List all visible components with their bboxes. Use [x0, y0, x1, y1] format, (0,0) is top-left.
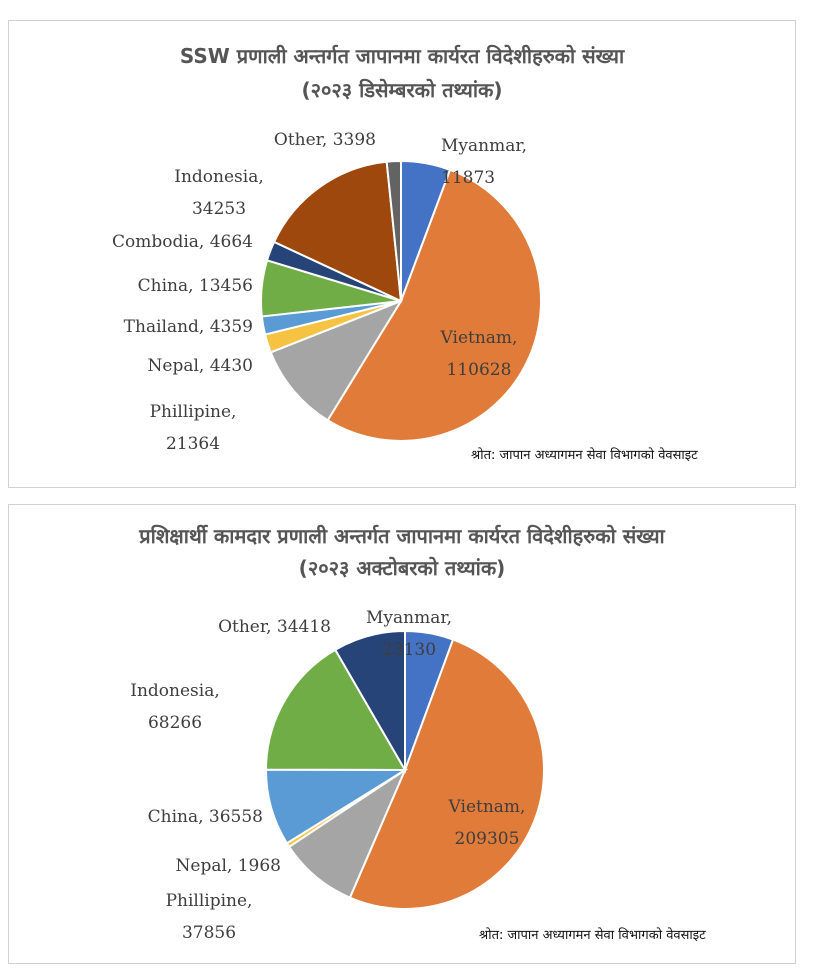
chart-panel-ssw — [8, 20, 796, 488]
data-label-myanmar: Myanmar, 11873 — [441, 136, 528, 188]
data-label-other: Other, 3398 — [273, 130, 376, 150]
pie-chart-trainee — [9, 505, 795, 963]
data-label-nepal: Nepal, 4430 — [147, 356, 253, 376]
data-label-nepal: Nepal, 1968 — [175, 856, 281, 876]
data-label-indonesia: Indonesia, 34253 — [174, 167, 264, 219]
chart-subtitle: (२०२३ अक्टोबरको तथ्यांक) — [298, 556, 506, 580]
pie-chart-ssw — [9, 21, 795, 487]
data-label-china: China, 36558 — [147, 807, 263, 827]
data-label-vietnam: Vietnam, 110628 — [440, 328, 518, 380]
data-label-myanmar: Myanmar, 23130 — [365, 608, 453, 660]
data-label-vietnam: Vietnam, 209305 — [448, 797, 526, 849]
data-label-phillipine: Phillipine, 21364 — [149, 402, 237, 454]
data-label-indonesia: Indonesia, 68266 — [130, 681, 220, 733]
data-label-thailand: Thailand, 4359 — [123, 317, 253, 337]
data-label-china: China, 13456 — [137, 276, 253, 296]
source-note: श्रोत: जापान अध्यागमन सेवा विभागको वेवसाइट — [479, 928, 706, 943]
chart-title: SSW प्रणाली अन्तर्गत जापानमा कार्यरत विदेशीहरुको संख्या — [179, 44, 625, 68]
chart-subtitle: (२०२३ डिसेम्बरको तथ्यांक) — [301, 78, 503, 102]
data-label-phillipine: Phillipine, 37856 — [165, 891, 253, 943]
chart-panel-trainee — [8, 504, 796, 964]
chart-title: प्रशिक्षार्थी कामदार प्रणाली अन्तर्गत जापानमा कार्यरत विदेशीहरुको संख्या — [139, 524, 665, 548]
source-note: श्रोत: जापान अध्यागमन सेवा विभागको वेवसाइट — [471, 448, 698, 463]
data-label-combodia: Combodia, 4664 — [111, 232, 253, 252]
data-label-other: Other, 34418 — [218, 617, 331, 637]
